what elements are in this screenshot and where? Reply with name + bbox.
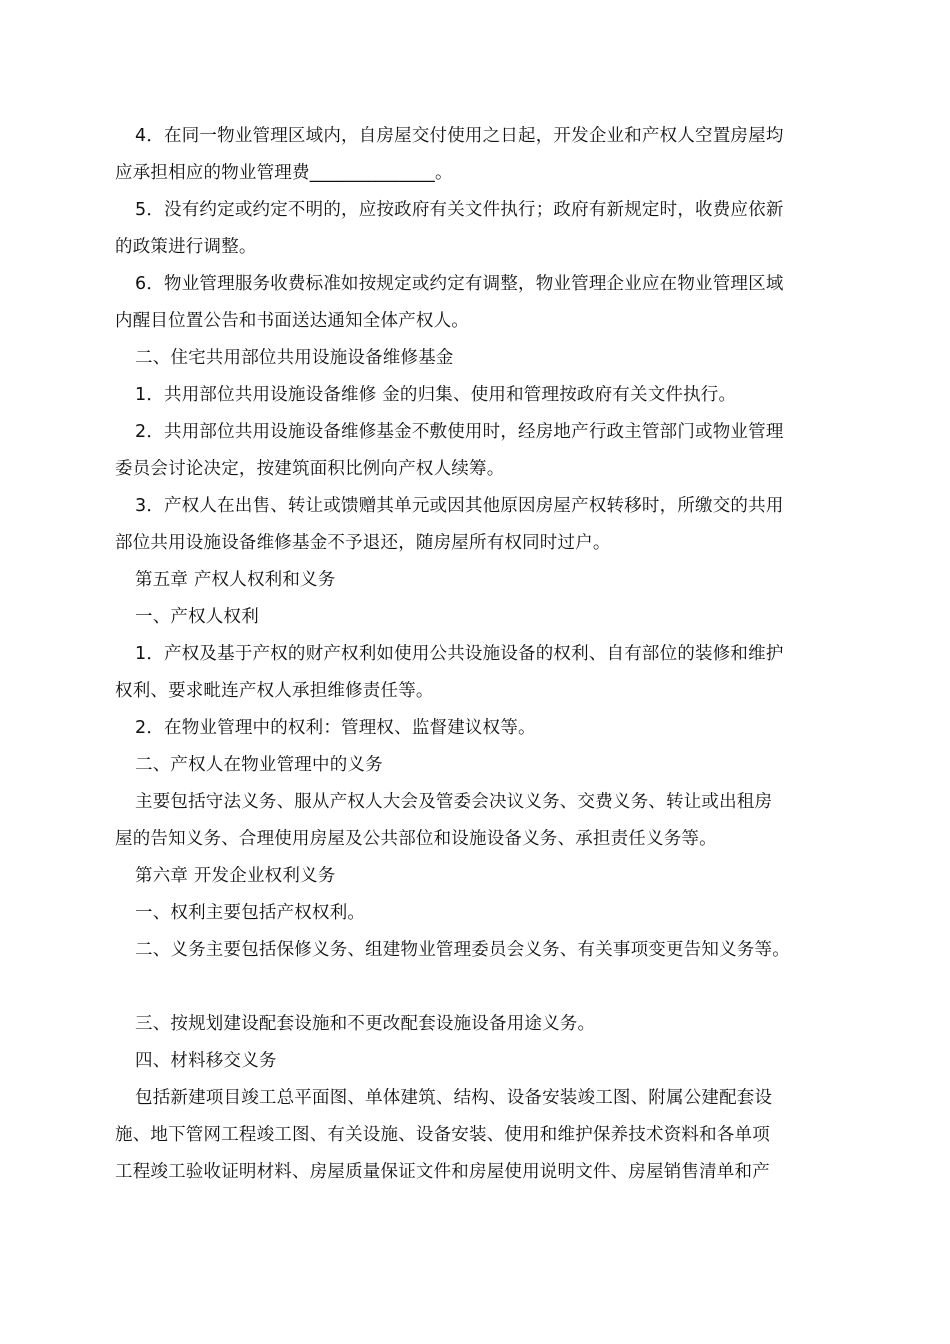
materials-paragraph-line-1: 包括新建项目竣工总平面图、单体建筑、结构、设备安装竣工图、附属公建配套设 <box>135 1088 773 1108</box>
clause-6-line-1: 6．物业管理服务收费标准如按规定或约定有调整，物业管理企业应在物业管理区域 <box>135 274 784 294</box>
developer-obligations-item: 二、义务主要包括保修义务、组建物业管理委员会义务、有关事项变更告知义务等。 <box>135 940 790 960</box>
chapter-6-heading: 第六章 开发企业权利义务 <box>135 866 336 886</box>
rights-clause-1-line-1: 1．产权及基于产权的财产权利如使用公共设施设备的权利、自有部位的装修和维护 <box>135 644 784 664</box>
developer-facilities-item: 三、按规划建设配套设施和不更改配套设施设备用途义务。 <box>135 1014 596 1034</box>
rights-clause-2: 2．在物业管理中的权利：管理权、监督建议权等。 <box>135 718 536 738</box>
document-body <box>115 118 845 1191</box>
developer-rights-item: 一、权利主要包括产权权利。 <box>135 903 366 923</box>
clause-6-line-2: 内醒目位置公告和书面送达通知全体产权人。 <box>115 311 469 331</box>
paragraph-gap <box>115 969 845 1006</box>
clause-4-line-1: 4．在同一物业管理区域内，自房屋交付使用之日起，开发企业和产权人空置房屋均 <box>135 126 784 146</box>
clause-5-line-1: 5．没有约定或约定不明的，应按政府有关文件执行；政府有新规定时，收费应依新 <box>135 200 784 220</box>
section-heading-owner-rights: 一、产权人权利 <box>135 607 259 627</box>
rights-clause-1-line-2: 权利、要求毗连产权人承担维修责任等。 <box>115 681 434 701</box>
fund-clause-1: 1．共用部位共用设施设备维修 金的归集、使用和管理按政府有关文件执行。 <box>135 385 737 405</box>
clause-5-line-2: 的政策进行调整。 <box>115 237 257 257</box>
obligations-paragraph-line-1: 主要包括守法义务、服从产权人大会及管委会决议义务、交费义务、转让或出租房 <box>135 792 773 812</box>
fund-clause-2-line-2: 委员会讨论决定，按建筑面积比例向产权人续筹。 <box>115 459 505 479</box>
fund-clause-2-line-1: 2．共用部位共用设施设备维修基金不敷使用时，经房地产行政主管部门或物业管理 <box>135 422 784 442</box>
section-heading-maintenance-fund: 二、住宅共用部位共用设施设备维修基金 <box>135 348 454 368</box>
chapter-5-heading: 第五章 产权人权利和义务 <box>135 570 336 590</box>
obligations-paragraph-line-2: 屋的告知义务、合理使用房屋及公共部位和设施设备义务、承担责任义务等。 <box>115 829 717 849</box>
materials-paragraph-line-2: 施、地下管网工程竣工图、有关设施、设备安装、使用和维护保养技术资料和各单项 <box>115 1125 770 1145</box>
materials-paragraph-line-3: 工程竣工验收证明材料、房屋质量保证文件和房屋使用说明文件、房屋销售清单和产 <box>115 1162 770 1182</box>
section-heading-owner-obligations: 二、产权人在物业管理中的义务 <box>135 755 383 775</box>
fund-clause-3-line-1: 3．产权人在出售、转让或馈赠其单元或因其他原因房屋产权转移时，所缴交的共用 <box>135 496 784 516</box>
developer-materials-heading: 四、材料移交义务 <box>135 1051 277 1071</box>
fund-clause-3-line-2: 部位共用设施设备维修基金不予退还，随房屋所有权同时过户。 <box>115 533 611 553</box>
clause-4-line-2: 应承担相应的物业管理费______________。 <box>115 163 453 183</box>
